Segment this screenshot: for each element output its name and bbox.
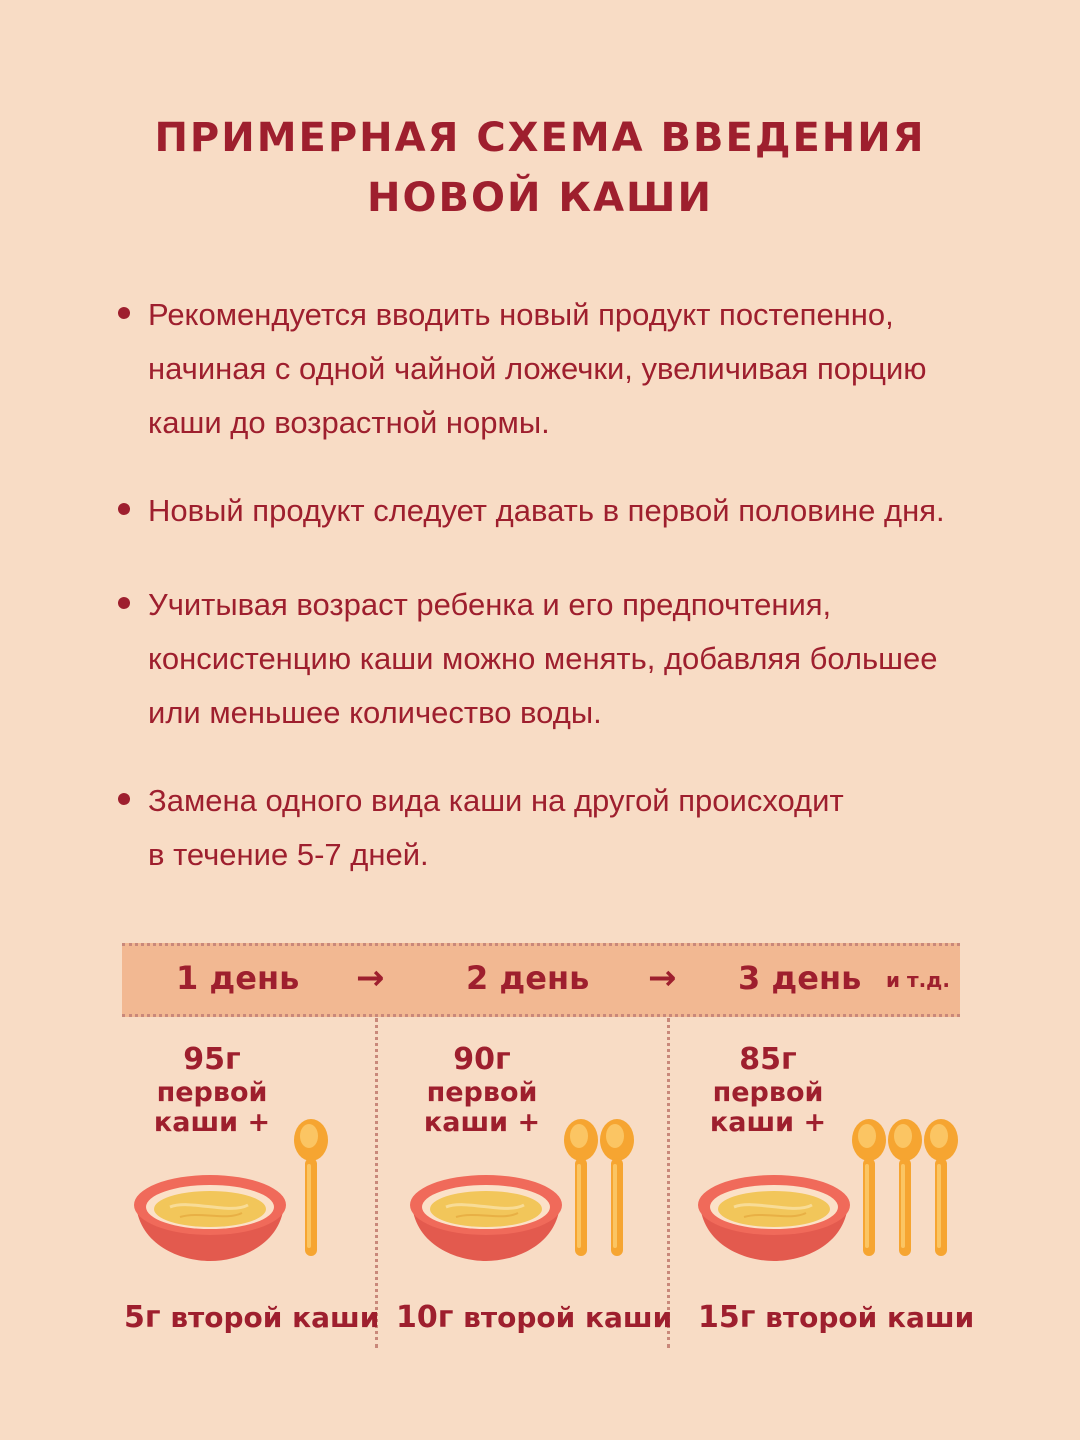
spoon-icon: [922, 1118, 960, 1258]
first-label-line: каши +: [153, 1107, 271, 1138]
title-line-2: НОВОЙ КАШИ: [367, 175, 713, 221]
list-item-line: Новый продукт следует давать в первой половине дня.: [148, 493, 945, 528]
list-item-line: в течение 5-7 дней.: [148, 837, 429, 872]
first-amount: 95г: [183, 1042, 241, 1077]
first-label-line: каши +: [709, 1107, 827, 1138]
list-item: [118, 774, 844, 882]
spoon-icon: [562, 1118, 600, 1258]
day-2-second-porridge: [396, 1298, 672, 1338]
list-item-line: начиная с одной чайной ложечки, увеличивая порцию: [148, 351, 927, 386]
first-amount: 85г: [739, 1042, 797, 1077]
day-3-second-porridge: [698, 1298, 974, 1338]
day-1-label: 1 день: [176, 959, 300, 997]
list-item: [118, 578, 938, 740]
day-3-label: 3 день: [738, 959, 862, 997]
bullet-dot-icon: [118, 307, 130, 319]
first-label-line: первой: [712, 1077, 824, 1108]
spoon-icon: [850, 1118, 888, 1258]
second-label: второй каши: [170, 1301, 380, 1334]
page-title: [0, 108, 1080, 228]
list-item-line: консистенцию каши можно менять, добавляя большее: [148, 641, 938, 676]
arrow-right-icon: →: [648, 958, 677, 998]
bullet-dot-icon: [118, 597, 130, 609]
spoon-icon: [886, 1118, 924, 1258]
spoon-icon: [598, 1118, 636, 1258]
day-2-first-porridge: [392, 1042, 572, 1138]
first-label-line: каши +: [423, 1107, 541, 1138]
list-item-line: Рекомендуется вводить новый продукт постепенно,: [148, 297, 894, 332]
day-2-label: 2 день: [466, 959, 590, 997]
bowl-icon: [694, 1165, 854, 1261]
list-item-line: Учитывая возраст ребенка и его предпочтения,: [148, 587, 832, 622]
list-item-line: или меньшее количество воды.: [148, 695, 602, 730]
list-item: [118, 484, 945, 538]
second-label: второй каши: [765, 1301, 975, 1334]
list-item-line: Замена одного вида каши на другой происходит: [148, 783, 844, 818]
day-1-first-porridge: [122, 1042, 302, 1138]
list-item: [118, 288, 927, 450]
bullet-dot-icon: [118, 503, 130, 515]
second-amount: 5г: [124, 1300, 161, 1335]
bullet-dot-icon: [118, 793, 130, 805]
first-amount: 90г: [453, 1042, 511, 1077]
first-label-line: первой: [156, 1077, 268, 1108]
etc-label: и т.д.: [886, 968, 950, 992]
day-3-first-porridge: [678, 1042, 858, 1138]
title-line-1: ПРИМЕРНАЯ СХЕМА ВВЕДЕНИЯ: [154, 115, 926, 161]
second-amount: 10г: [396, 1300, 454, 1335]
bowl-icon: [406, 1165, 566, 1261]
arrow-right-icon: →: [356, 958, 385, 998]
list-item-line: каши до возрастной нормы.: [148, 405, 550, 440]
spoon-icon: [292, 1118, 330, 1258]
first-label-line: первой: [426, 1077, 538, 1108]
second-amount: 15г: [698, 1300, 756, 1335]
bowl-icon: [130, 1165, 290, 1261]
day-1-second-porridge: [124, 1298, 379, 1338]
second-label: второй каши: [463, 1301, 673, 1334]
